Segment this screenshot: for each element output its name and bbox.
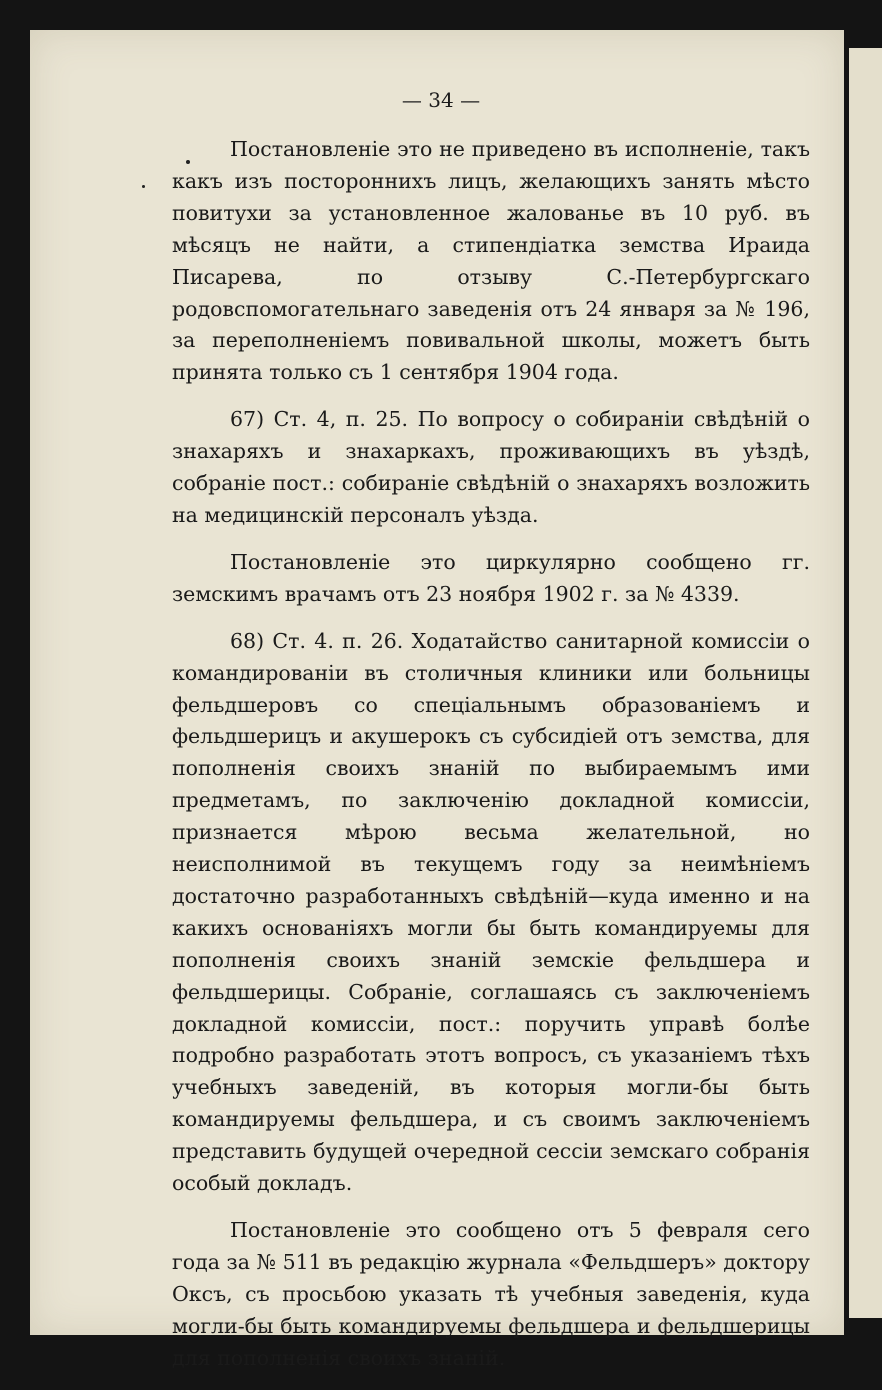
paragraph-resolution-68: Постановленіе это сообщено отъ 5 февраля сего года за № 511 въ редакцію журнала «Фельдшеръ» доктору Оксъ, съ просьбою указать тѣ учебныя заведенія, куда могли-бы быть командируемы фельдшера и фельдшерицы для пополненія своихъ знаній. (172, 1218, 810, 1370)
paragraph-resolution-67: Постановленіе это циркулярно сообщено гг. земскимъ врачамъ отъ 23 ноября 1902 г. за № 4339. (172, 549, 810, 606)
paragraph-item-68: 68) Ст. 4. п. 26. Ходатайство санитарной комиссіи о командированіи въ столичныя клиники или больницы фельдшеровъ со спеціальнымъ образованіемъ и фельдшерицъ и акушерокъ съ субсидіей отъ земства, для пополненія своихъ знаній по выбираемымъ ими предметамъ, по заключенію докладной комиссіи, признается мѣрою весьма желательной, но неисполнимой въ текущемъ году за неимѣніемъ достаточно разработанныхъ свѣдѣній—куда именно и на какихъ основаніяхъ могли бы быть командируемы для пополненія своихъ знаній земскіе фельдшера и фельдшерицы. Собраніе, соглашаясь съ заключеніемъ докладной комиссіи, пост.: поручить управѣ болѣе подробно разработать этотъ вопросъ, съ указаніемъ тѣхъ учебныхъ заведеній, въ которыя могли-бы быть командируемы фельдшера, и съ своимъ заключеніемъ представить будущей очередной сессіи земскаго собранія особый докладъ. (172, 628, 810, 1196)
ink-speck (142, 185, 145, 188)
body-text (172, 134, 810, 1390)
page-number: — 34 — (401, 88, 481, 112)
next-page-edge (849, 48, 882, 1318)
paragraph-resolution-midwife: Постановленіе это не приведено въ исполненіе, такъ какъ изъ постороннихъ лицъ, желающихъ занять мѣсто повитухи за установленное жалованье въ 10 руб. въ мѣсяцъ не найти, а стипендіатка земства Ираида Писарева, по отзыву С.-Петербургскаго родовспомогательнаго заведенія отъ 24 января за № 196, за переполненіемъ повивальной школы, можетъ быть принята только съ 1 сентября 1904 года. (172, 137, 810, 385)
paragraph-item-67: 67) Ст. 4, п. 25. По вопросу о собираніи свѣдѣній о знахаряхъ и знахаркахъ, проживающихъ въ уѣздѣ, собраніе пост.: собираніе свѣдѣній о знахаряхъ возложить на медицинскій персоналъ уѣзда. (172, 407, 810, 527)
